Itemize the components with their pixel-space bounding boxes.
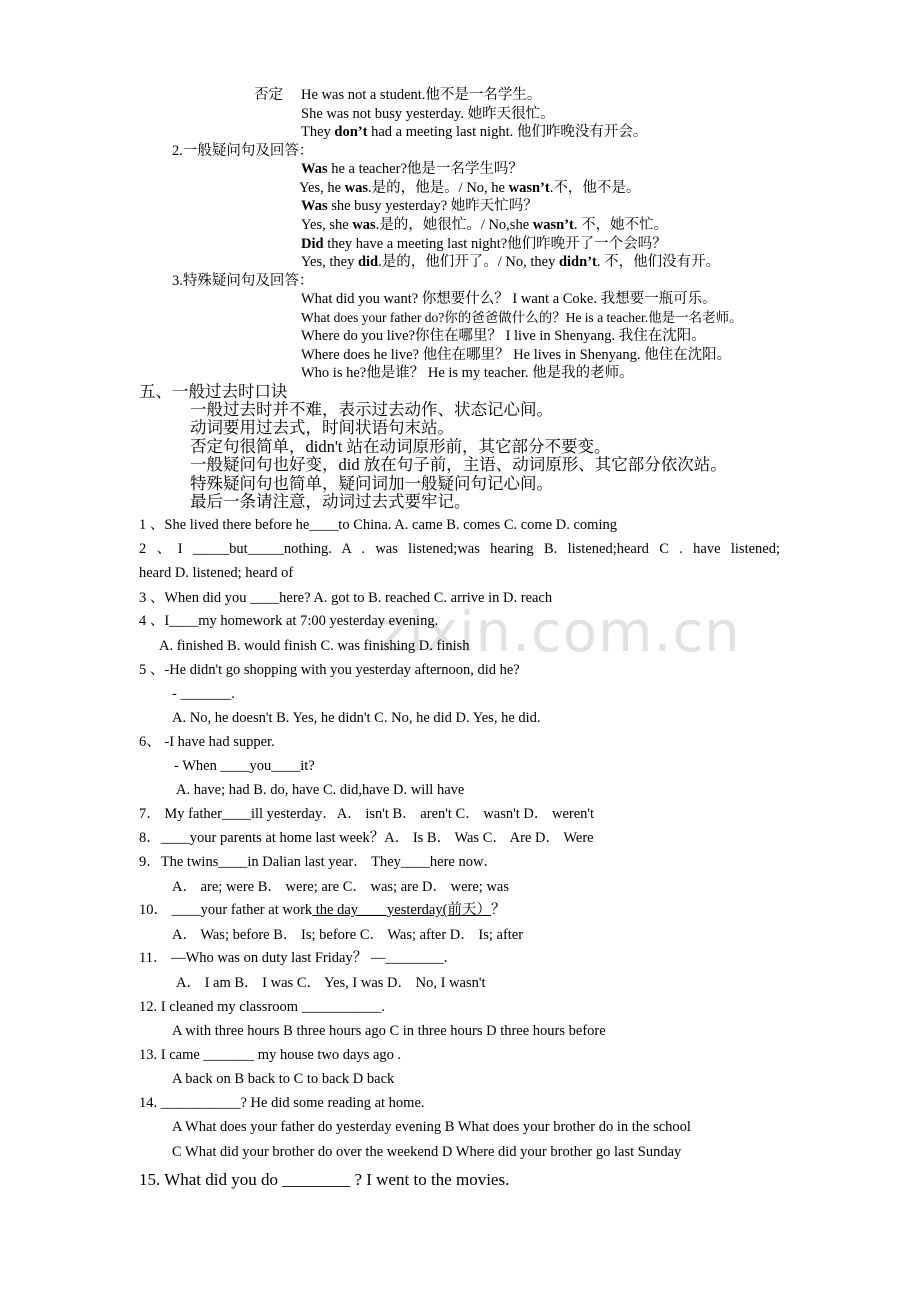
question-10: 10． ____your father at work the day____yesterday(前天）？ (139, 902, 506, 918)
question-6: 6、 -I have had supper. (139, 734, 275, 750)
question-12: 12. I cleaned my classroom ___________. (139, 999, 386, 1015)
question-11: 11． —Who was on duty last Friday？ —________． (139, 950, 458, 966)
rhyme-line-4: 一般疑问句也好变，did 放在句子前，主语、动词原形、其它部分依次站。 (190, 455, 727, 474)
question-9-options: A． are; were B． were; are C． was; are D． were; was (172, 879, 509, 895)
question-6-reply: - When ____you____it? (174, 758, 315, 774)
wh-question-heading: 3.特殊疑问句及回答： (172, 273, 314, 289)
question-3: 3 、When did you ____here? A. got to B. reached C. arrive in D. reach (139, 590, 553, 606)
yes-no-example-6: Yes, they did.是的，他们开了。/ No, they didn’t. 不，他们没有开。 (301, 254, 721, 270)
yes-no-example-5: Did they have a meeting last night?他们昨晚开了一个会吗？ (301, 236, 667, 252)
wh-example-3: Where do you live?你住在哪里？ I live in Shenyang. 我住在沈阳。 (301, 328, 706, 344)
wh-example-1: What did you want? 你想要什么？ I want a Coke. 我想要一瓶可乐。 (301, 291, 717, 307)
question-9: 9．The twins____in Dalian last year． They____here now． (139, 854, 498, 870)
question-14: 14. ___________? He did some reading at home. (139, 1095, 425, 1111)
question-4: 4 、I____my homework at 7:00 yesterday evening. (139, 613, 439, 629)
question-2-line-2: heard D. listened; heard of (139, 565, 294, 581)
question-5: 5 、-He didn't go shopping with you yesterday afternoon, did he? (139, 662, 520, 678)
yes-no-example-1: Was he a teacher?他是一名学生吗？ (301, 161, 523, 177)
wh-example-2: What does your father do?你的爸爸做什么的？He is a teacher.他是一名老师。 (301, 310, 743, 325)
negative-label: 否定 (254, 87, 283, 103)
rhyme-line-1: 一般过去时并不难，表示过去动作、状态记心间。 (190, 400, 553, 419)
yes-no-example-2: Yes, he was.是的，他是。/ No, he wasn’t.不，他不是。 (299, 180, 641, 196)
yes-no-heading: 2.一般疑问句及回答： (172, 143, 314, 159)
question-14-options-ab: A What does your father do yesterday evening B What does your brother do in the school (172, 1119, 691, 1135)
negative-example-2: She was not busy yesterday. 她昨天很忙。 (301, 106, 555, 122)
rhyme-line-2: 动词要用过去式，时间状语句末站。 (190, 418, 454, 437)
question-8: 8．____your parents at home last week？A． Is B． Was C． Are D． Were (139, 830, 594, 846)
question-7: 7． My father____ill yesterday．A． isn't B． aren't C． wasn't D． weren't (139, 806, 595, 822)
rhyme-line-3: 否定句很简单，didn't 站在动词原形前，其它部分不要变。 (190, 437, 611, 456)
negative-example-3: They don’t had a meeting last night. 他们昨晚没有开会。 (301, 124, 648, 140)
rhyme-line-6: 最后一条请注意，动词过去式要牢记。 (190, 492, 471, 511)
question-5-options: A. No, he doesn't B. Yes, he didn't C. No, he did D. Yes, he did. (172, 710, 541, 726)
rhyme-heading: 五、一般过去时口诀 (139, 382, 288, 401)
rhyme-line-5: 特殊疑问句也简单，疑问词加一般疑问句记心间。 (190, 474, 553, 493)
question-5-reply: - _______. (172, 686, 235, 702)
question-13-options: A back on B back to C to back D back (172, 1071, 395, 1087)
question-4-options: A. finished B. would finish C. was finishing D. finish (159, 638, 470, 654)
question-10-options: A． Was; before B． Is; before C． Was; after D． Is; after (172, 927, 524, 943)
question-2-line-1: 2 、I _____but_____nothing. A . was listened;was hearing B. listened;heard C . have listened; (139, 541, 780, 557)
wh-example-5: Who is he?他是谁？ He is my teacher. 他是我的老师。 (301, 365, 634, 381)
question-11-options: A． I am B． I was C． Yes, I was D． No, I wasn't (176, 975, 486, 991)
negative-example-1: He was not a student.他不是一名学生。 (301, 87, 542, 103)
question-1: 1 、She lived there before he____to China. A. came B. comes C. come D. coming (139, 517, 617, 533)
question-12-options: A with three hours B three hours ago C in three hours D three hours before (172, 1023, 606, 1039)
question-6-options: A. have; had B. do, have C. did,have D. will have (176, 782, 465, 798)
watermark: zixin.com.cn (378, 600, 741, 665)
question-15: 15. What did you do ________ ? I went to the movies. (139, 1170, 510, 1189)
question-14-options-cd: C What did your brother do over the weekend D Where did your brother go last Sunday (172, 1144, 682, 1160)
question-13: 13. I came _______ my house two days ago . (139, 1047, 402, 1063)
yes-no-example-3: Was she busy yesterday? 她昨天忙吗？ (301, 198, 538, 214)
yes-no-example-4: Yes, she was.是的，她很忙。/ No,she wasn’t. 不，她不忙。 (301, 217, 669, 233)
wh-example-4: Where does he live? 他住在哪里？ He lives in Shenyang. 他住在沈阳。 (301, 347, 732, 363)
